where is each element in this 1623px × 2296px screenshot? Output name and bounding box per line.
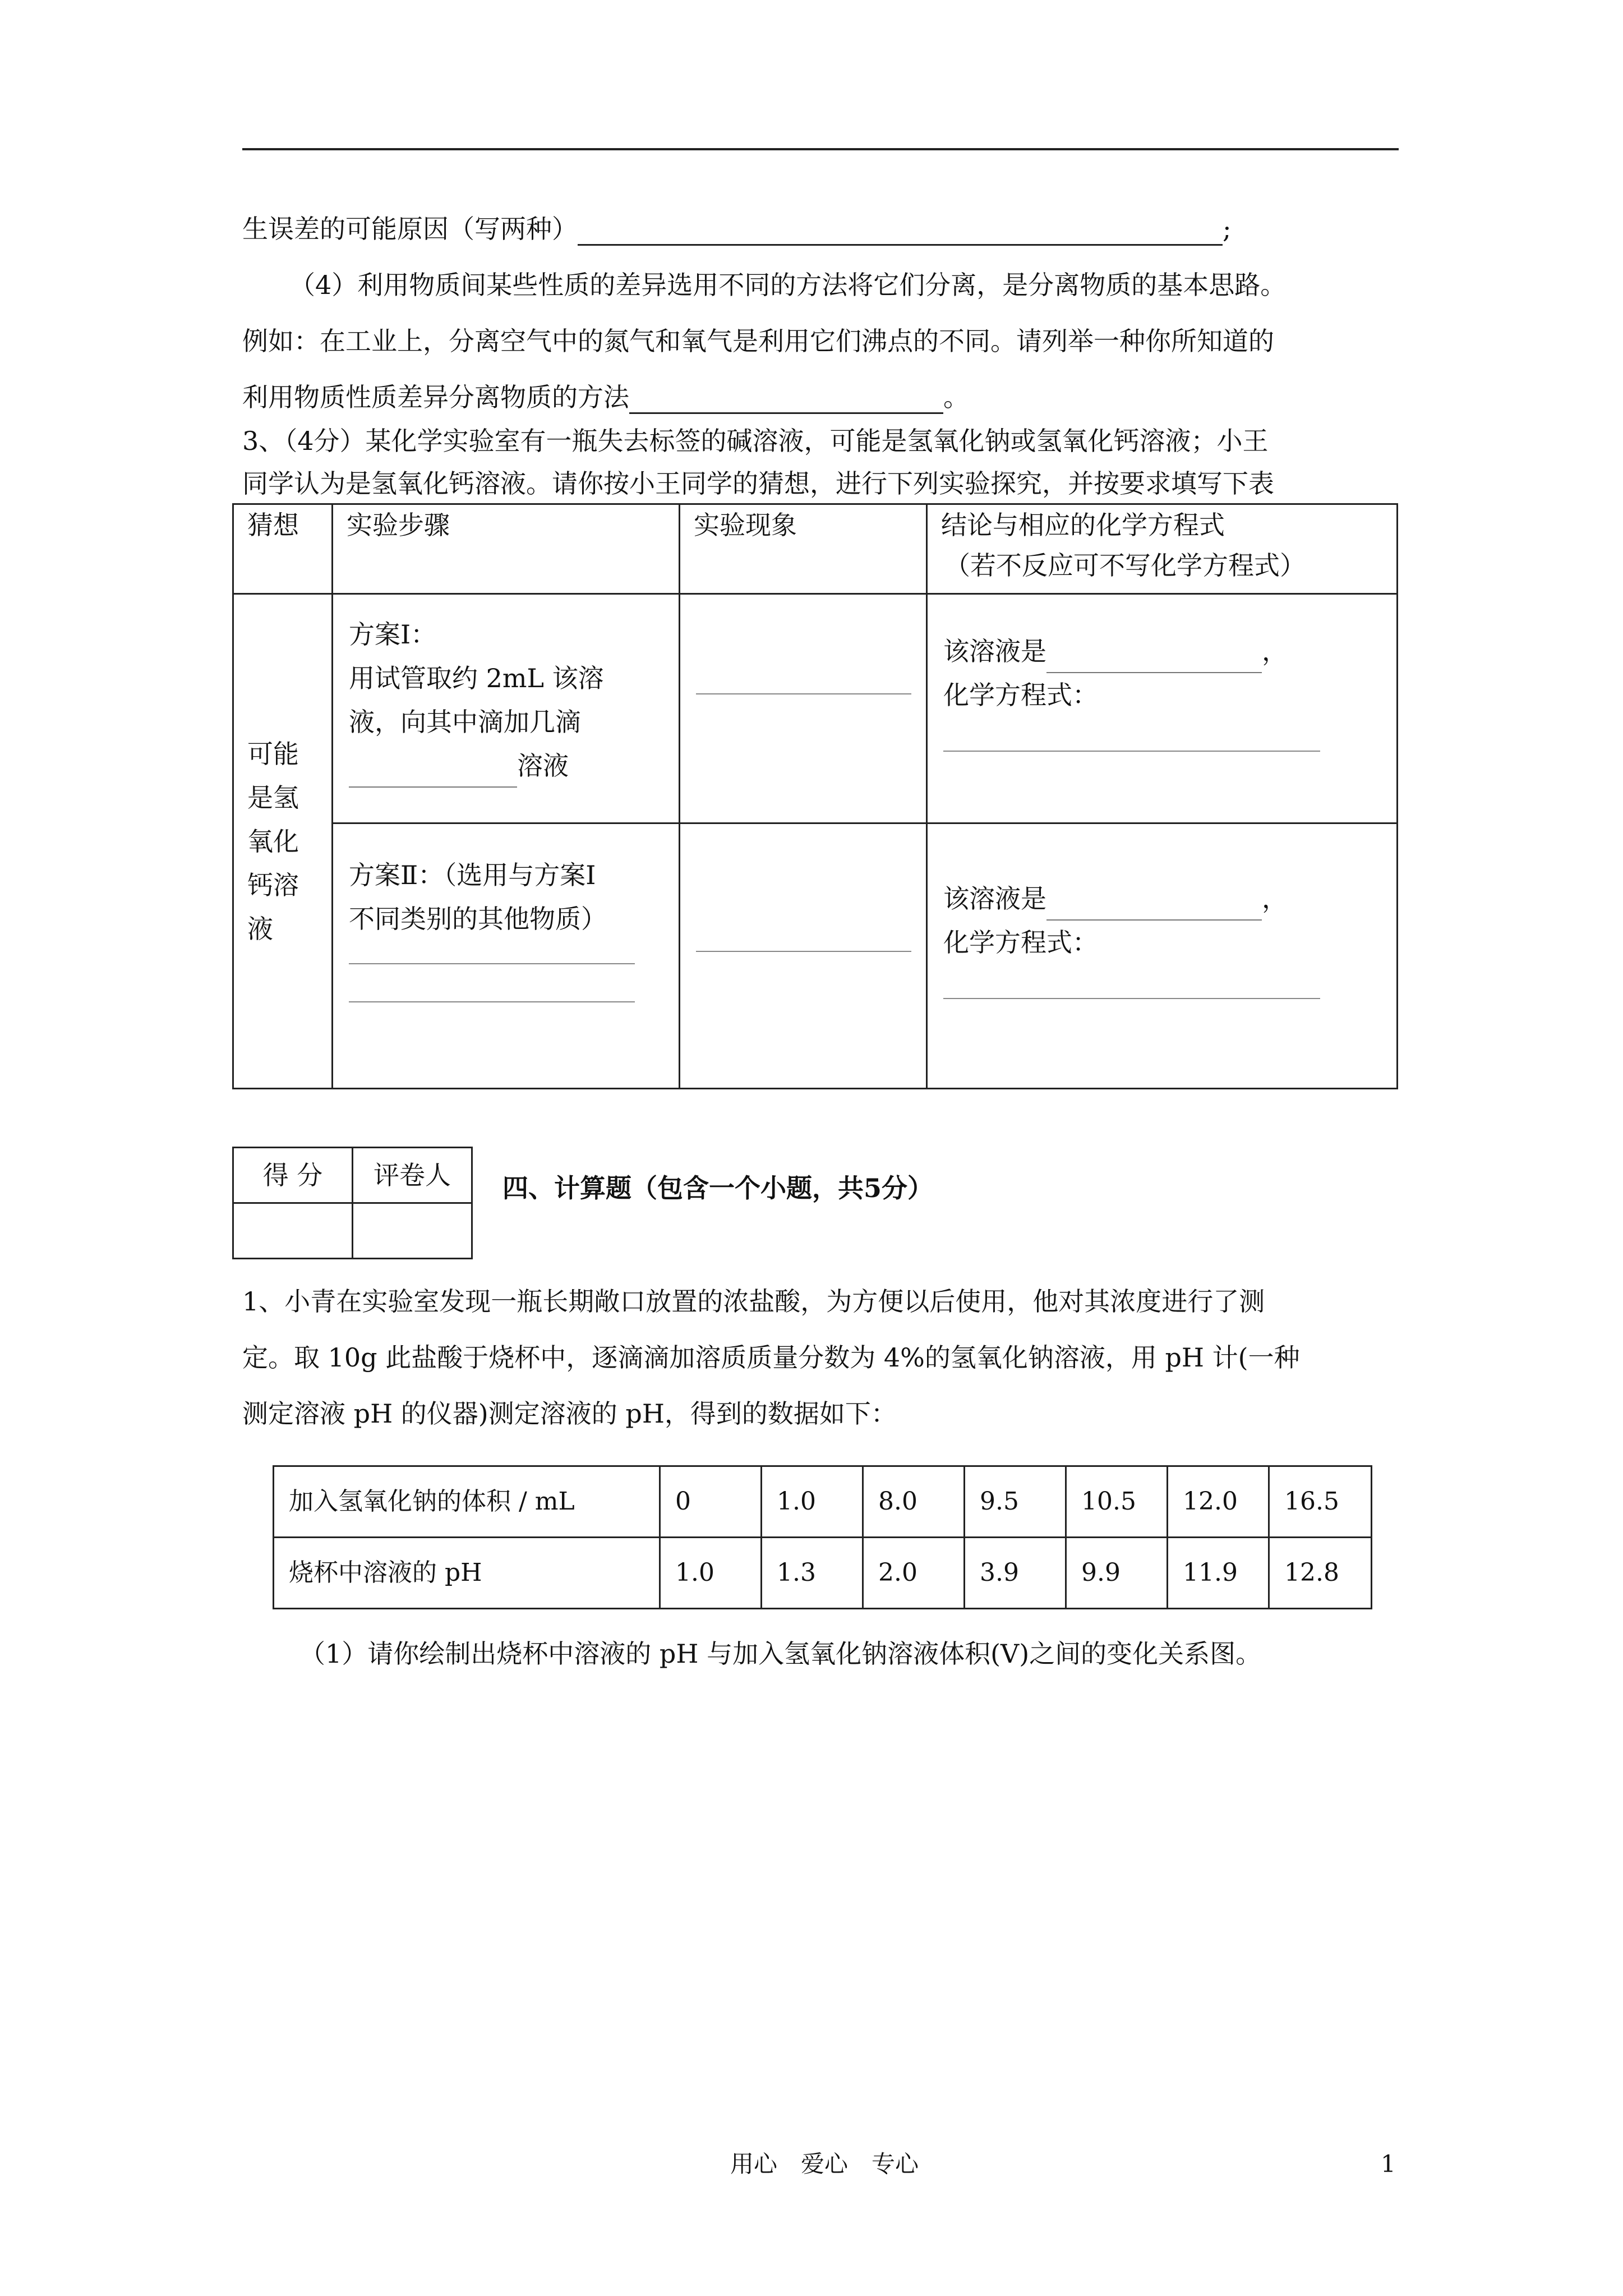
- q3-line1: 3、（4分）某化学实验室有一瓶失去标签的碱溶液，可能是氢氧化钠或氢氧化钙溶液；小王: [242, 426, 1269, 456]
- score-box[interactable]: [233, 1203, 353, 1259]
- q4-subquestion-1: （1）请你绘制出烧杯中溶液的 pH 与加入氢氧化钠溶液体积(V)之间的变化关系图。: [299, 1639, 1262, 1669]
- q3-line2: 同学认为是氢氧化钙溶液。请你按小王同学的猜想，进行下列实验探究，并按要求填写下表: [242, 468, 1274, 499]
- ph-cell: 12.8: [1269, 1538, 1372, 1609]
- reagent-blank[interactable]: [349, 762, 517, 788]
- footer-motto: 用心 爱心 专心: [730, 2150, 919, 2178]
- solution-blank[interactable]: [1046, 895, 1262, 921]
- plan2-phenomenon-cell: [680, 823, 927, 1089]
- row2-label: 烧杯中溶液的 pH: [274, 1538, 660, 1609]
- plan2-line1: 不同类别的其他物质）: [349, 904, 607, 934]
- ph-data-table: [273, 1465, 1372, 1609]
- row1-label: 加入氢氧化钠的体积 / mL: [274, 1466, 660, 1538]
- ph-cell: 1.3: [762, 1538, 863, 1609]
- equation-blank[interactable]: [943, 751, 1320, 752]
- q2-tail-suffix: ;: [1223, 214, 1232, 244]
- ph-cell: 1.0: [660, 1538, 762, 1609]
- q2-part4-line3-prefix: 利用物质性质差异分离物质的方法: [242, 382, 629, 412]
- plan2-conclusion-cell: [927, 823, 1398, 1089]
- volume-cell: 10.5: [1066, 1466, 1168, 1538]
- page-number: 1: [1381, 2150, 1396, 2178]
- header-phenomenon: 实验现象: [680, 504, 927, 594]
- volume-cell: 0: [660, 1466, 762, 1538]
- volume-cell: 1.0: [762, 1466, 863, 1538]
- q4-1-line1: 1、小青在实验室发现一瓶长期敞口放置的浓盐酸，为方便以后使用，他对其浓度进行了测: [242, 1286, 1265, 1317]
- plan1-line2: 液，向其中滴加几滴: [349, 707, 581, 737]
- comma: ，: [1262, 884, 1288, 914]
- q2-part4-line2: 例如：在工业上，分离空气中的氮气和氧气是利用它们沸点的不同。请列举一种你所知道的: [242, 326, 1274, 356]
- header-conclusion-line1: 结论与相应的化学方程式: [941, 510, 1225, 540]
- volume-cell: 8.0: [863, 1466, 965, 1538]
- plan1-title: 方案Ⅰ：: [349, 619, 437, 650]
- guess-line: 是氢: [247, 782, 299, 813]
- answer-blank[interactable]: [578, 216, 1223, 246]
- table-row: [274, 1538, 1372, 1609]
- ph-cell: 9.9: [1066, 1538, 1168, 1609]
- plan2-cell: [333, 823, 680, 1089]
- section4-title: 四、计算题（包含一个小题，共5分）: [502, 1173, 934, 1203]
- plan2-title: 方案Ⅱ：（选用与方案Ⅰ: [349, 860, 596, 890]
- guess-cell: [233, 594, 333, 1089]
- grader-label: 评卷人: [353, 1148, 472, 1203]
- guess-line: 可能: [247, 738, 299, 769]
- plan2-solution-line: [943, 877, 1396, 921]
- equation-label: 化学方程式：: [943, 680, 1098, 710]
- grader-box[interactable]: [353, 1203, 472, 1259]
- plan1-line3: [349, 744, 679, 788]
- q2-tail-line: [242, 212, 1232, 246]
- ph-cell: 3.9: [965, 1538, 1066, 1609]
- experiment-table: [232, 503, 1398, 1089]
- ph-cell: 2.0: [863, 1538, 965, 1609]
- header-conclusion-line2: （若不反应可不写化学方程式）: [944, 550, 1306, 581]
- q2-part4-line3: [242, 380, 969, 414]
- solution-blank[interactable]: [1046, 647, 1262, 673]
- table-row: [274, 1466, 1372, 1538]
- q4-1-line3: 测定溶液 pH 的仪器)测定溶液的 pH，得到的数据如下：: [242, 1398, 897, 1429]
- ph-cell: 11.9: [1168, 1538, 1269, 1609]
- plan2-blank[interactable]: [349, 1001, 635, 1002]
- guess-line: 钙溶: [247, 869, 299, 900]
- equation-label: 化学方程式：: [943, 927, 1098, 958]
- solution-is-label: 该溶液是: [943, 884, 1046, 914]
- phenomenon-blank[interactable]: [696, 693, 911, 694]
- comma: ，: [1262, 636, 1288, 666]
- q4-1-line2: 定。取 10g 此盐酸于烧杯中，逐滴滴加溶质质量分数为 4%的氢氧化钠溶液，用 pH 计(一种: [242, 1342, 1300, 1373]
- plan1-phenomenon-cell: [680, 594, 927, 823]
- volume-cell: 12.0: [1168, 1466, 1269, 1538]
- phenomenon-blank[interactable]: [696, 951, 911, 952]
- score-table: [232, 1147, 473, 1259]
- q2-part4-line1: （4）利用物质间某些性质的差异选用不同的方法将它们分离，是分离物质的基本思路。: [289, 270, 1287, 300]
- header-conclusion: [927, 504, 1398, 594]
- plan1-solution-line: [943, 629, 1396, 673]
- score-label: 得 分: [233, 1148, 353, 1203]
- header-steps: 实验步骤: [333, 504, 680, 594]
- solution-is-label: 该溶液是: [943, 636, 1046, 666]
- q2-part4-line3-suffix: 。: [943, 382, 969, 412]
- plan1-conclusion-cell: [927, 594, 1398, 823]
- plan1-line3-suffix: 溶液: [517, 751, 569, 781]
- volume-cell: 9.5: [965, 1466, 1066, 1538]
- equation-blank[interactable]: [943, 998, 1320, 999]
- header-rule: [242, 148, 1399, 150]
- plan1-line1: 用试管取约 2mL 该溶: [349, 663, 604, 693]
- volume-cell: 16.5: [1269, 1466, 1372, 1538]
- guess-line: 氧化: [247, 826, 299, 857]
- plan1-cell: [333, 594, 680, 823]
- answer-blank[interactable]: [629, 384, 943, 414]
- header-guess: 猜想: [233, 504, 333, 594]
- guess-line: 液: [247, 913, 273, 944]
- q2-tail-prefix: 生误差的可能原因（写两种）: [242, 214, 578, 244]
